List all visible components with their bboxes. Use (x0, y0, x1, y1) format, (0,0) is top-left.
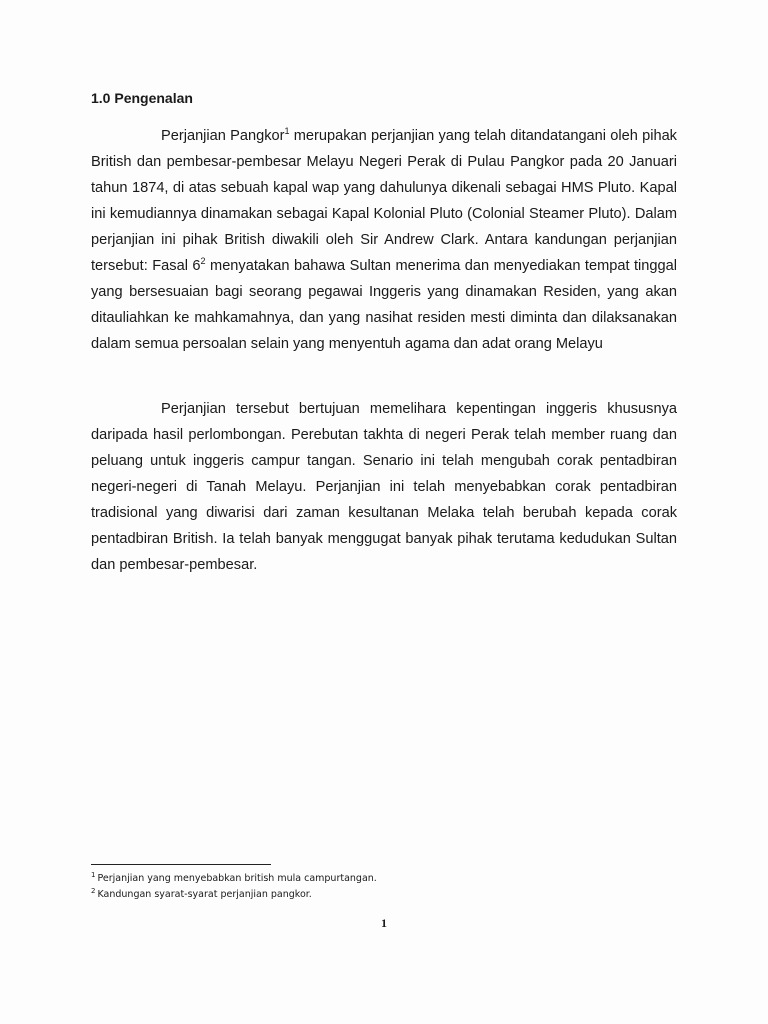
footnote-ref-1: 1 (284, 126, 290, 136)
footnote-2 (91, 887, 591, 903)
paragraph-1 (91, 123, 677, 357)
paragraph-1-text-b: merupakan perjanjian yang telah ditandatangani oleh pihak British dan pembesar-pembesar Melayu Negeri Perak di Pulau Pangkor pada 20 Januari tahun 1874, di atas sebuah kapal wap yang dahulunya dikenali sebagai HMS Pluto. Kapal ini kemudiannya dinamakan sebagai Kapal Kolonial Pluto (Colonial Steamer Pluto). Dalam perjanjian ini pihak British diwakili oleh Sir Andrew Clark. Antara kandungan perjanjian tersebut: Fasal 6 (91, 128, 677, 274)
footnote-2-number: 2 (91, 887, 96, 895)
footnote-1-number: 1 (91, 871, 96, 879)
footnote-divider (91, 864, 271, 865)
footnote-1-text: Perjanjian yang menyebabkan british mula campurtangan. (97, 873, 377, 884)
paragraph-2: Perjanjian tersebut bertujuan memelihara kepentingan inggeris khususnya daripada hasil perlombongan. Perebutan takhta di negeri Perak telah member ruang dan peluang untuk inggeris campur tangan. Senario ini telah mengubah corak pentadbiran negeri-negeri di Tanah Melayu. Perjanjian ini telah menyebabkan corak pentadbiran tradisional yang diwarisi dari zaman kesultanan Melaka telah berubah kepada corak pentadbiran British. Ia telah banyak menggugat banyak pihak terutama kedudukan Sultan dan pembesar-pembesar. (91, 401, 677, 573)
paragraph-1-text-a: Perjanjian Pangkor (161, 128, 285, 144)
section-heading: 1.0 Pengenalan (91, 90, 193, 106)
page-number: 1 (381, 916, 387, 930)
footnote-ref-2: 2 (200, 256, 206, 266)
footnotes (91, 871, 591, 903)
footnote-1 (91, 871, 591, 887)
paragraph-1-text-c: menyatakan bahawa Sultan menerima dan menyediakan tempat tinggal yang bersesuaian bagi seorang pegawai Inggeris yang dinamakan Residen, yang akan ditauliahkan ke mahkamahnya, dan yang nasihat residen mesti diminta dan dilaksanakan dalam semua persoalan selain yang menyentuh agama dan adat orang Melayu (91, 258, 677, 352)
footnote-2-text: Kandungan syarat-syarat perjanjian pangkor. (97, 889, 312, 900)
